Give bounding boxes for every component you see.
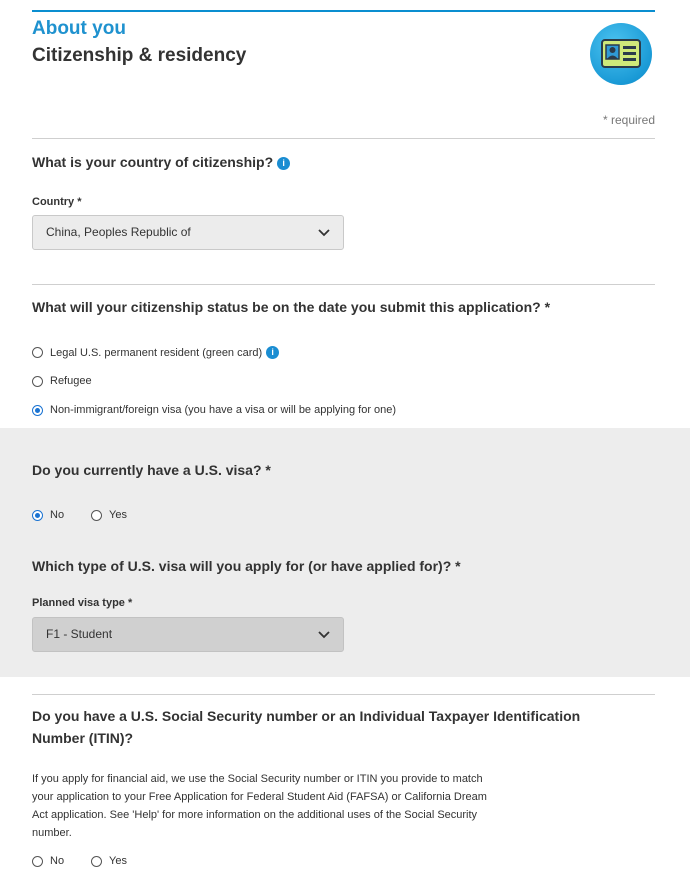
chevron-down-icon — [318, 631, 330, 639]
country-select-value: China, Peoples Republic of — [46, 225, 191, 239]
visa-type-question: Which type of U.S. visa will you apply for (or have applied for)? * — [32, 558, 461, 574]
radio-button[interactable] — [91, 856, 102, 867]
visa-question: Do you currently have a U.S. visa? * — [32, 462, 271, 478]
visa-type-select-value: F1 - Student — [46, 627, 113, 641]
header-top-rule — [32, 10, 655, 12]
visa-option-no[interactable] — [32, 509, 64, 521]
divider — [32, 138, 655, 139]
status-option-green-card[interactable] — [32, 346, 279, 359]
visa-type-label: Planned visa type * — [32, 597, 133, 609]
country-select[interactable] — [32, 215, 344, 250]
ssn-no-label: No — [50, 855, 65, 867]
status-option-label: Refugee — [50, 375, 92, 387]
info-icon[interactable]: i — [266, 346, 279, 359]
section-title: About you — [32, 18, 126, 39]
ssn-help-text: If you apply for financial aid, we use the Social Security number or ITIN you provide to match your application to your Free Application for Federal Student Aid (FAFSA) or California Dream Act application. See 'Help' for more information on the additional uses of the Social Security number. — [32, 773, 487, 839]
divider — [32, 284, 655, 285]
ssn-option-yes[interactable] — [91, 855, 127, 867]
citizenship-question-text: What is your country of citizenship? — [32, 154, 274, 170]
required-note: * required — [602, 113, 655, 127]
citizenship-question — [32, 151, 290, 173]
page-title: Citizenship & residency — [32, 45, 247, 66]
radio-button-selected[interactable] — [32, 510, 43, 521]
ssn-yes-label: Yes — [109, 855, 127, 867]
status-question: What will your citizenship status be on the date you submit this application? * — [32, 299, 551, 315]
radio-button[interactable] — [32, 347, 43, 358]
ssn-option-no[interactable] — [32, 855, 64, 867]
visa-yes-label: Yes — [109, 509, 127, 521]
radio-button[interactable] — [32, 856, 43, 867]
status-option-foreign-visa[interactable] — [32, 404, 396, 416]
id-card-icon — [590, 23, 652, 85]
visa-type-select[interactable] — [32, 617, 344, 652]
info-icon[interactable]: i — [277, 157, 290, 170]
visa-no-label: No — [50, 509, 65, 521]
chevron-down-icon — [318, 229, 330, 237]
ssn-question: Do you have a U.S. Social Security number or an Individual Taxpayer Identification Number (ITIN)? — [32, 708, 581, 746]
country-label: Country * — [32, 196, 82, 208]
radio-button[interactable] — [32, 376, 43, 387]
radio-button-selected[interactable] — [32, 405, 43, 416]
radio-button[interactable] — [91, 510, 102, 521]
status-option-label: Non-immigrant/foreign visa (you have a visa or will be applying for one) — [50, 404, 397, 416]
status-option-refugee[interactable] — [32, 375, 92, 387]
visa-option-yes[interactable] — [91, 509, 127, 521]
status-option-label: Legal U.S. permanent resident (green card) — [50, 346, 263, 359]
divider — [32, 694, 655, 695]
